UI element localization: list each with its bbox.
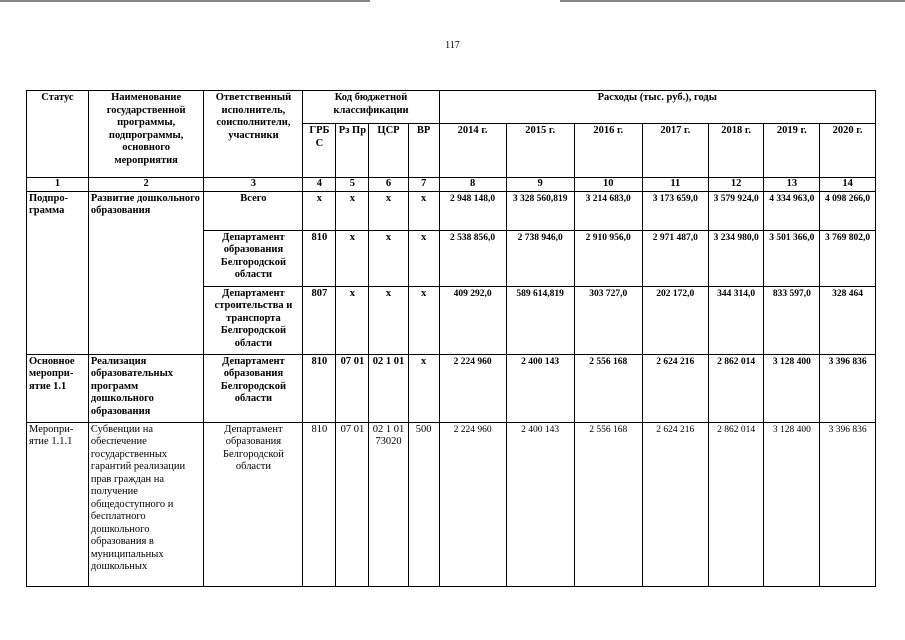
value-cell: 2 624 216 (642, 422, 708, 586)
header-code-group: Код бюджетной классификации (303, 91, 439, 124)
value-cell: 2 224 960 (439, 422, 506, 586)
subprogram-status: Подпро-грамма (27, 191, 89, 354)
rzpr-cell: х (336, 286, 369, 354)
col-num-9: 9 (506, 178, 574, 192)
value-cell: 2 862 014 (708, 354, 764, 422)
value-cell: 3 173 659,0 (642, 191, 708, 230)
column-number-row (27, 178, 876, 192)
value-cell: 202 172,0 (642, 286, 708, 354)
header-executor: Ответственный исполнитель, соисполнители, участники (204, 91, 303, 178)
header-grbs: ГРБ С (303, 124, 336, 178)
value-cell: 2 556 168 (574, 422, 642, 586)
header-name: Наименование государственной программы, подпрограммы, основного мероприятия (88, 91, 204, 178)
rzpr-cell: 07 01 (336, 422, 369, 586)
col-num-7: 7 (408, 178, 439, 192)
header-year-2020: 2020 г. (820, 124, 876, 178)
main-event-name: Реализация образовательных программ дошкольного образования (88, 354, 204, 422)
csr-cell: х (369, 286, 408, 354)
value-cell: 3 234 980,0 (708, 230, 764, 286)
grbs-cell: 810 (303, 230, 336, 286)
event-status: Меропри-ятие 1.1.1 (27, 422, 89, 586)
csr-cell: 02 1 01 (369, 354, 408, 422)
executor-cell: Департамент образования Белгородской области (204, 354, 303, 422)
col-num-13: 13 (764, 178, 820, 192)
col-num-4: 4 (303, 178, 336, 192)
header-csr: ЦСР (369, 124, 408, 178)
header-year-2018: 2018 г. (708, 124, 764, 178)
value-cell: 4 334 963,0 (764, 191, 820, 230)
col-num-14: 14 (820, 178, 876, 192)
page-number: 117 (445, 40, 460, 51)
value-cell: 2 624 216 (642, 354, 708, 422)
value-cell: 589 614,819 (506, 286, 574, 354)
value-cell: 2 738 946,0 (506, 230, 574, 286)
value-cell: 3 214 683,0 (574, 191, 642, 230)
grbs-cell: х (303, 191, 336, 230)
vr-cell: х (408, 354, 439, 422)
value-cell: 2 556 168 (574, 354, 642, 422)
value-cell: 328 464 (820, 286, 876, 354)
scan-top-edge-right (560, 0, 905, 2)
col-num-11: 11 (642, 178, 708, 192)
header-status: Статус (27, 91, 89, 178)
value-cell: 2 400 143 (506, 422, 574, 586)
csr-cell: х (369, 230, 408, 286)
value-cell: 409 292,0 (439, 286, 506, 354)
executor-cell: Департамент строительства и транспорта Белгородской области (204, 286, 303, 354)
table-row (27, 191, 876, 230)
value-cell: 4 098 266,0 (820, 191, 876, 230)
value-cell: 303 727,0 (574, 286, 642, 354)
csr-cell: х (369, 191, 408, 230)
vr-cell: 500 (408, 422, 439, 586)
col-num-12: 12 (708, 178, 764, 192)
vr-cell: х (408, 230, 439, 286)
rzpr-cell: 07 01 (336, 354, 369, 422)
table-row (27, 354, 876, 422)
col-num-1: 1 (27, 178, 89, 192)
header-expenses-group: Расходы (тыс. руб.), годы (439, 91, 875, 124)
vr-cell: х (408, 191, 439, 230)
scan-top-edge-left (0, 0, 370, 2)
value-cell: 2 971 487,0 (642, 230, 708, 286)
header-year-2015: 2015 г. (506, 124, 574, 178)
value-cell: 2 948 148,0 (439, 191, 506, 230)
value-cell: 3 579 924,0 (708, 191, 764, 230)
header-vr: ВР (408, 124, 439, 178)
executor-cell: Всего (204, 191, 303, 230)
subprogram-name: Развитие дошкольного образования (88, 191, 204, 354)
header-rzpr: Рз Пр (336, 124, 369, 178)
value-cell: 2 224 960 (439, 354, 506, 422)
value-cell: 3 501 366,0 (764, 230, 820, 286)
value-cell: 2 538 856,0 (439, 230, 506, 286)
rzpr-cell: х (336, 230, 369, 286)
value-cell: 3 769 802,0 (820, 230, 876, 286)
grbs-cell: 810 (303, 354, 336, 422)
col-num-2: 2 (88, 178, 204, 192)
value-cell: 3 328 560,819 (506, 191, 574, 230)
value-cell: 2 862 014 (708, 422, 764, 586)
col-num-5: 5 (336, 178, 369, 192)
header-row-1 (27, 91, 876, 124)
value-cell: 2 400 143 (506, 354, 574, 422)
grbs-cell: 807 (303, 286, 336, 354)
main-event-status: Основное меропри-ятие 1.1 (27, 354, 89, 422)
value-cell: 3 128 400 (764, 354, 820, 422)
event-name: Субвенции на обеспечение государственных гарантий реализации прав граждан на получение общедоступного и бесплатного дошкольного образования в муниципальных дошкольных (88, 422, 204, 586)
col-num-8: 8 (439, 178, 506, 192)
value-cell: 2 910 956,0 (574, 230, 642, 286)
executor-cell: Департамент образования Белгородской области (204, 422, 303, 586)
value-cell: 3 128 400 (764, 422, 820, 586)
csr-cell: 02 1 01 73020 (369, 422, 408, 586)
rzpr-cell: х (336, 191, 369, 230)
value-cell: 3 396 836 (820, 422, 876, 586)
value-cell: 344 314,0 (708, 286, 764, 354)
header-year-2017: 2017 г. (642, 124, 708, 178)
col-num-3: 3 (204, 178, 303, 192)
grbs-cell: 810 (303, 422, 336, 586)
value-cell: 833 597,0 (764, 286, 820, 354)
executor-cell: Департамент образования Белгородской области (204, 230, 303, 286)
budget-table (26, 90, 876, 587)
col-num-10: 10 (574, 178, 642, 192)
col-num-6: 6 (369, 178, 408, 192)
value-cell: 3 396 836 (820, 354, 876, 422)
header-year-2019: 2019 г. (764, 124, 820, 178)
header-year-2016: 2016 г. (574, 124, 642, 178)
vr-cell: х (408, 286, 439, 354)
header-year-2014: 2014 г. (439, 124, 506, 178)
table-row (27, 422, 876, 586)
